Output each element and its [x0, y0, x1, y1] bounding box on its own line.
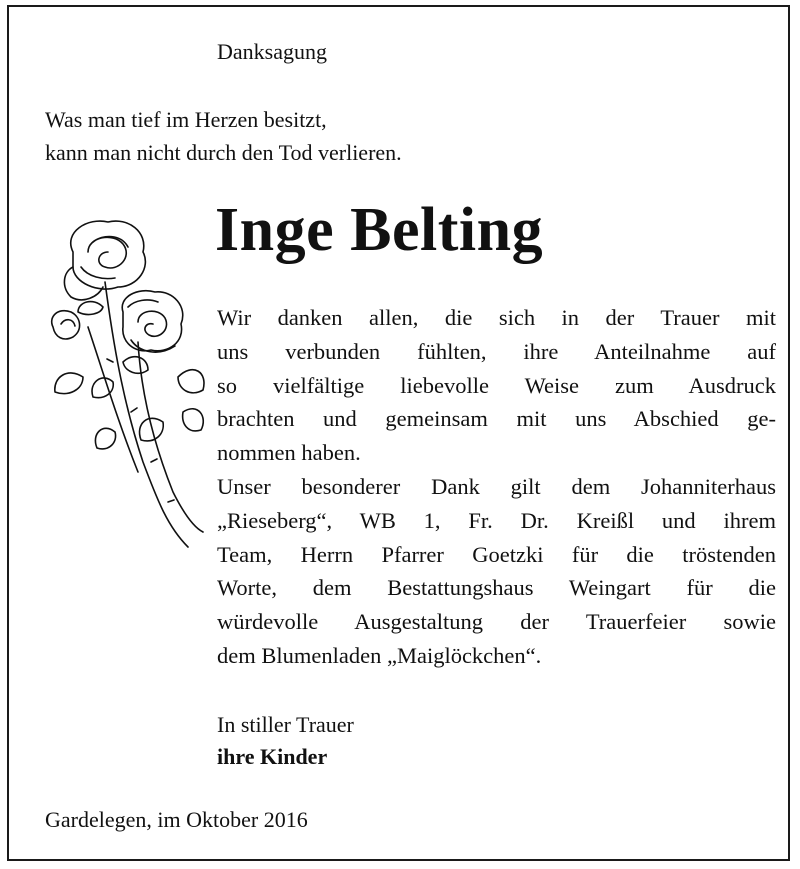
thanks-line: würdevolle Ausgestaltung der Trauerfeier sowie: [217, 609, 776, 635]
thanks-line: nommen haben.: [217, 440, 361, 466]
motto-line: Was man tief im Herzen besitzt,: [45, 107, 327, 132]
notice-frame: [7, 5, 790, 861]
thanks-line: uns verbunden fühlten, ihre Anteilnahme auf: [217, 338, 776, 364]
notice-heading: Danksagung: [217, 39, 327, 64]
thanks-line: so vielfältige liebevolle Weise zum Ausdruck: [217, 372, 776, 398]
deceased-name: Inge Belting: [215, 196, 544, 264]
thanks-line: Team, Herrn Pfarrer Goetzki für die tröstenden: [217, 541, 776, 567]
signature: ihre Kinder: [217, 744, 328, 769]
closing-phrase: In stiller Trauer: [217, 712, 354, 737]
motto-quote: [45, 103, 402, 169]
thanks-text: [217, 301, 776, 673]
motto-line: kann man nicht durch den Tod verlieren.: [45, 140, 402, 165]
closing-block: [217, 709, 354, 773]
thanks-line: Wir danken allen, die sich in der Trauer mit: [217, 305, 776, 330]
thanks-line: Worte, dem Bestattungshaus Weingart für die: [217, 575, 776, 601]
thanks-line: dem Blumenladen „Maiglöckchen“.: [217, 642, 542, 668]
thanks-line: brachten und gemeinsam mit uns Abschied ge-: [217, 406, 776, 432]
place-date: Gardelegen, im Oktober 2016: [45, 807, 308, 832]
thanks-line: „Rieseberg“, WB 1, Fr. Dr. Kreißl und ihrem: [217, 507, 776, 533]
roses-illustration: [43, 212, 208, 557]
thanks-line: Unser besonderer Dank gilt dem Johanniterhaus: [217, 473, 776, 499]
